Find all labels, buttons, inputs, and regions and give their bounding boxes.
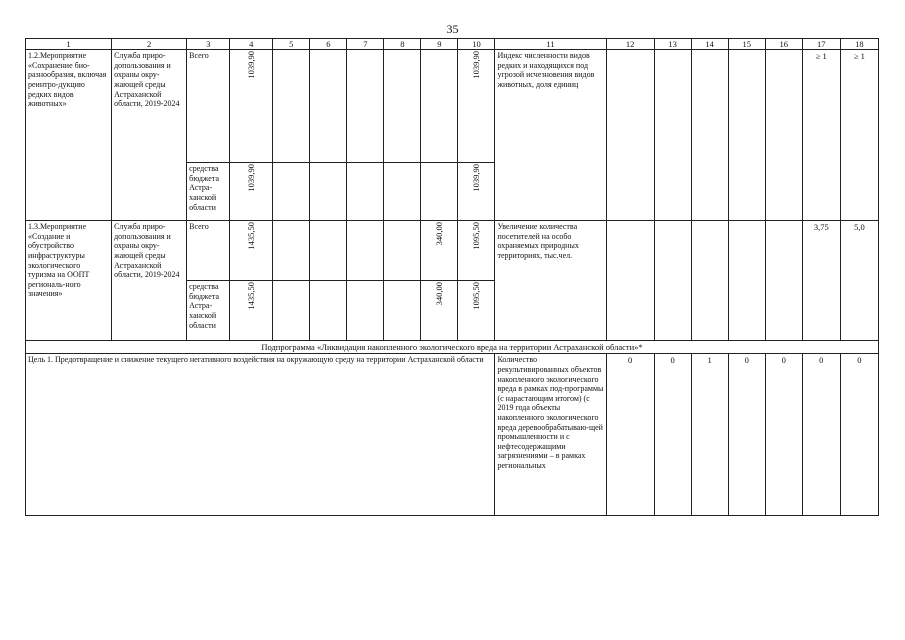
measure-1-2-indicator: Индекс численности видов редких и находящихся под угрозой исчезновения видов животных, доля единиц (495, 50, 606, 221)
header-col-4: 4 (230, 39, 273, 50)
header-col-8: 8 (384, 39, 421, 50)
header-col-17: 17 (802, 39, 840, 50)
header-col-13: 13 (654, 39, 691, 50)
header-col-15: 15 (728, 39, 765, 50)
goal-1-col12: 0 (606, 354, 654, 516)
measure-1-2-col17: ≥ 1 (802, 50, 840, 221)
table-row (26, 341, 879, 354)
measure-1-2-total-col4: 1039,90 (230, 50, 273, 163)
measure-1-3-executor: Служба приро-допользования и охраны окру-жающей среды Астраханской области, 2019-2024 (112, 221, 187, 341)
goal-1-text: Цель 1. Предотвращение и снижение текущего негативного воздействия на окружающую среду на территории Астраханской области (26, 354, 495, 516)
header-col-9: 9 (421, 39, 458, 50)
page-number: 35 (446, 22, 459, 36)
goal-1-col16: 0 (765, 354, 802, 516)
measure-1-3-col17: 3,75 (802, 221, 840, 341)
measure-1-3-budget-col9: 340,00 (421, 281, 458, 341)
measure-1-3-source-budget: средства бюджета Астра-ханской области (187, 281, 230, 341)
measure-1-2-source-budget: средства бюджета Астра-ханской области (187, 163, 230, 221)
measure-1-3-col18: 5,0 (840, 221, 878, 341)
header-col-14: 14 (691, 39, 728, 50)
measure-1-3-budget-col10: 1095,50 (458, 281, 495, 341)
table-row (26, 354, 879, 516)
measure-1-3-total-col4: 1435,50 (230, 221, 273, 281)
subprogram-title: Подпрограмма «Ликвидация накопленного экологического вреда на территории Астраханской области»* (26, 341, 879, 354)
program-table (25, 38, 879, 516)
measure-1-2-total-col10: 1039,90 (458, 50, 495, 163)
measure-1-3-total-col9: 340,00 (421, 221, 458, 281)
header-col-12: 12 (606, 39, 654, 50)
header-col-2: 2 (112, 39, 187, 50)
goal-1-col17: 0 (802, 354, 840, 516)
measure-1-3-name: 1.3.Мероприятие «Создание и обустройство инфраструктуры экологического туризма на ООПТ региональ-ного значения» (26, 221, 112, 341)
header-col-6: 6 (310, 39, 347, 50)
measure-1-2-col18: ≥ 1 (840, 50, 878, 221)
goal-1-indicator: Количество рекультивированных объектов накопленного экологического вреда в рамках под-программы (с нарастающим итогом) (с 2019 года объекты накопленного экологического вреда деревообрабатываю-щей промышленности и с нефтесодержащими загрязнениями – в рамках региональных (495, 354, 606, 516)
measure-1-3-total-col10: 1095,50 (458, 221, 495, 281)
header-col-5: 5 (273, 39, 310, 50)
measure-1-2-source-total: Всего (187, 50, 230, 163)
header-col-18: 18 (840, 39, 878, 50)
header-col-1: 1 (26, 39, 112, 50)
measure-1-3-source-total: Всего (187, 221, 230, 281)
table-row (26, 50, 879, 163)
measure-1-3-indicator: Увеличение количества посетителей на особо охраняемых природных территориях, тыс.чел. (495, 221, 606, 341)
goal-1-col14: 1 (691, 354, 728, 516)
goal-1-col15: 0 (728, 354, 765, 516)
header-col-16: 16 (765, 39, 802, 50)
measure-1-2-budget-col10: 1039,90 (458, 163, 495, 221)
measure-1-3-budget-col4: 1435,50 (230, 281, 273, 341)
header-col-7: 7 (347, 39, 384, 50)
goal-1-col18: 0 (840, 354, 878, 516)
header-col-11: 11 (495, 39, 606, 50)
header-col-3: 3 (187, 39, 230, 50)
table-row (26, 221, 879, 281)
measure-1-2-name: 1.2.Мероприятие «Сохранение био-разнообразия, включая реинтро-дукцию редких видов животных» (26, 50, 112, 221)
goal-1-col13: 0 (654, 354, 691, 516)
measure-1-2-budget-col4: 1039,90 (230, 163, 273, 221)
measure-1-2-executor: Служба приро-допользования и охраны окру-жающей среды Астраханской области, 2019-2024 (112, 50, 187, 221)
header-col-10: 10 (458, 39, 495, 50)
header-row (26, 39, 879, 50)
